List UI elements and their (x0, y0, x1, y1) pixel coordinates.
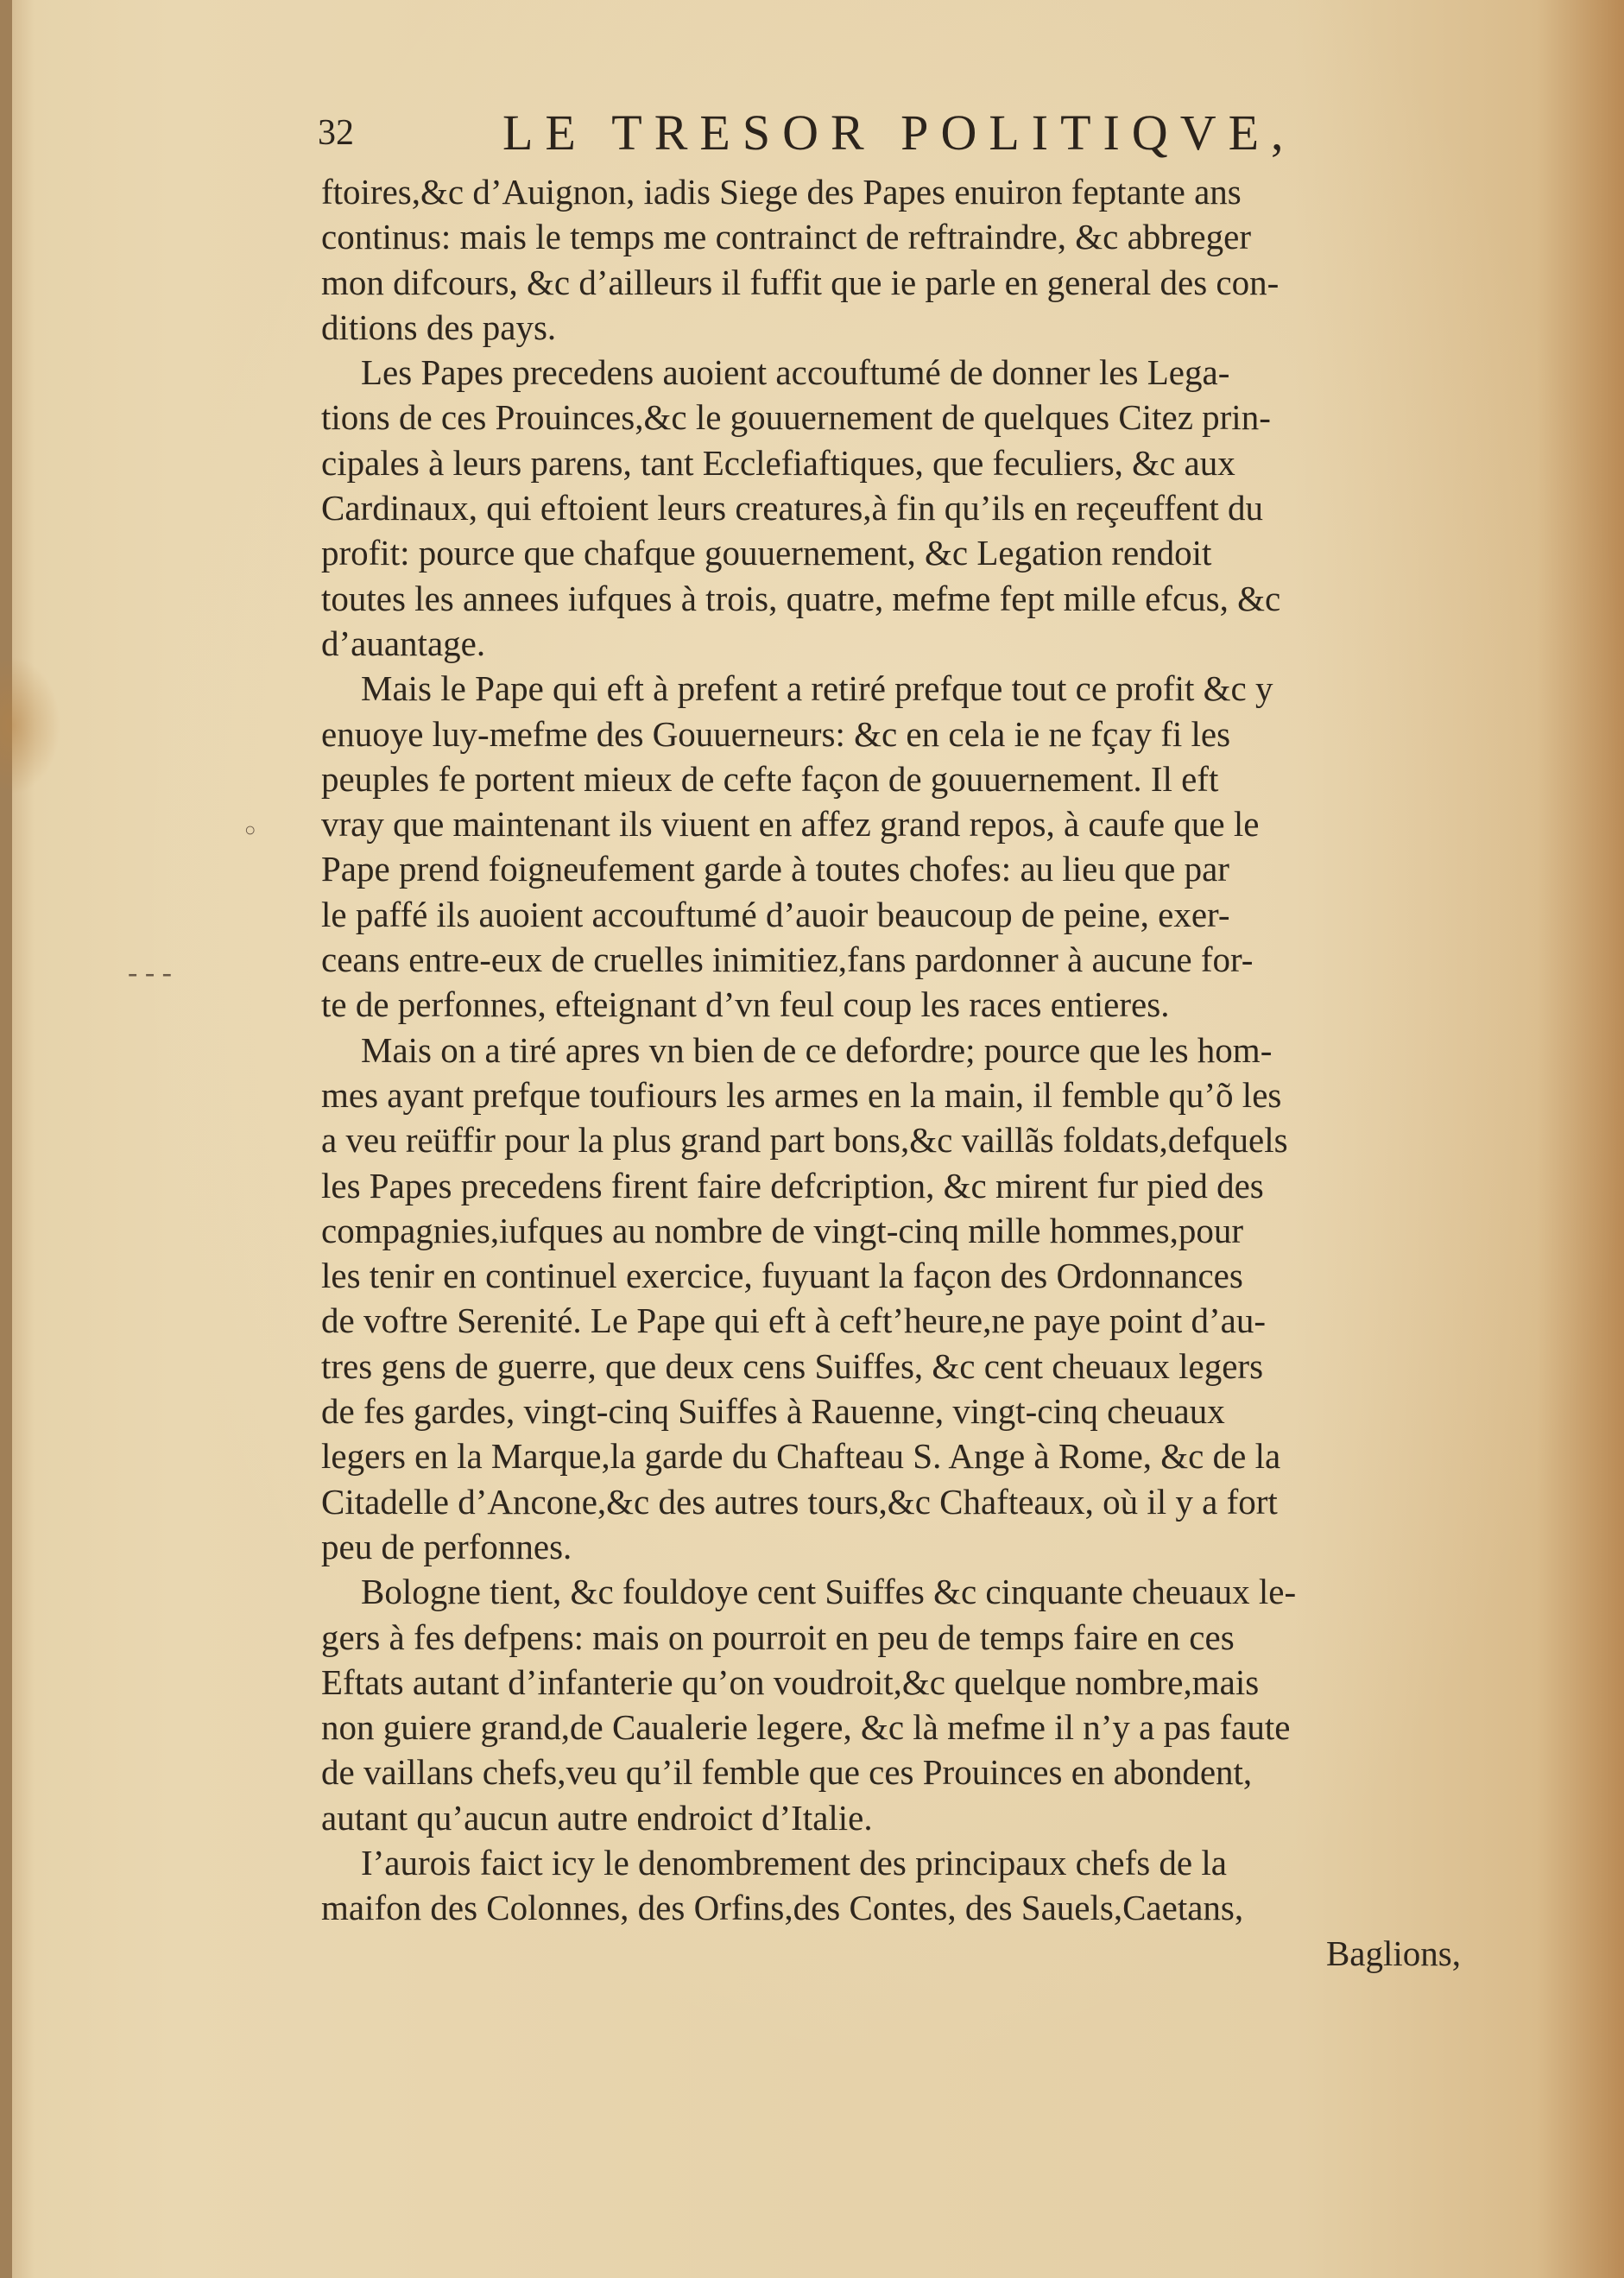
margin-circle-mark: ○ (244, 819, 256, 840)
page-header (311, 104, 1468, 173)
text-line: Citadelle d’Ancone,&c des autres tours,&c Chafteaux, où il y a fort (321, 1481, 1278, 1522)
text-line: enuoye luy-mefme des Gouuerneurs: &c en cela ie ne fçay fi les (321, 713, 1231, 754)
text-line: ceans entre-eux de cruelles inimitiez,fans pardonner à aucune for- (321, 940, 1254, 980)
text-line: tions de ces Prouinces,&c le gouuernement de quelques Citez prin- (321, 397, 1271, 438)
paragraph-first-line: Bologne tient, &c fouldoye cent Suiffes &c cinquante cheuaux le- (361, 1572, 1297, 1612)
paragraph-first-line: I’aurois faict icy le denombrement des principaux chefs de la (361, 1842, 1227, 1883)
text-line: ftoires,&c d’Auignon, iadis Siege des Papes enuiron feptante ans (321, 172, 1242, 212)
text-line: continus: mais le temps me contrainct de reftraindre, &c abbreger (321, 217, 1251, 257)
text-line: les Papes precedens firent faire defcription, &c mirent fur pied des (321, 1165, 1264, 1205)
text-line: le paffé ils auoient accouftumé d’auoir beaucoup de peine, exer- (321, 894, 1230, 934)
text-line: toutes les annees iufques à trois, quatre, mefme fept mille efcus, &c (321, 578, 1281, 618)
text-line: Eftats autant d’infanterie qu’on voudroit,&c quelque nombre,mais (321, 1661, 1260, 1702)
text-line: a veu reüffir pour la plus grand part bons,&c vaillãs foldats,defquels (321, 1120, 1288, 1161)
text-line: tres gens de guerre, que deux cens Suiffes, &c cent cheuaux legers (321, 1345, 1264, 1386)
text-line: Pape prend foigneufement garde à toutes chofes: au lieu que par (321, 849, 1229, 889)
text-line: vray que maintenant ils viuent en affez grand repos, à caufe que le (321, 804, 1260, 845)
text-line: non guiere grand,de Caualerie legere, &c là mefme il n’y a pas faute (321, 1707, 1291, 1748)
text-line: de voftre Serenité. Le Pape qui eft à ceft’heure,ne paye point d’au- (321, 1300, 1266, 1341)
catchword: Baglions, (1325, 1933, 1461, 1973)
text-line: d’auantage. (321, 623, 486, 663)
paragraph-first-line: Mais le Pape qui eft à prefent a retiré prefque tout ce profit &c y (361, 668, 1273, 709)
text-line: ditions des pays. (321, 307, 557, 347)
text-line: mon difcours, &c d’ailleurs il fuffit que ie parle en general des con- (321, 262, 1280, 302)
paper-stain (0, 656, 60, 794)
text-line: legers en la Marque,la garde du Chafteau S. Ange à Rome, &c de la (321, 1436, 1281, 1477)
text-line: compagnies,iufques au nombre de vingt-cinq mille hommes,pour (321, 1210, 1244, 1250)
text-line: profit: pource que chafque gouuernement, &c Legation rendoit (321, 533, 1212, 573)
body-text (321, 169, 1469, 1976)
running-title: LE TRESOR POLITIQVE, (502, 104, 1296, 161)
text-line: mes ayant prefque toufiours les armes en la main, il femble qu’õ les (321, 1074, 1282, 1115)
page-number: 32 (318, 113, 354, 153)
text-line: peuples fe portent mieux de cefte façon de gouuernement. Il eft (321, 758, 1219, 799)
text-line: les tenir en continuel exercice, fuyuant la façon des Ordonnances (321, 1256, 1243, 1296)
page-left-edge (0, 0, 12, 2278)
paragraph-first-line: Mais on a tiré apres vn bien de ce defordre; pource que les hom- (361, 1029, 1273, 1070)
text-line: Cardinaux, qui eftoient leurs creatures,à fin qu’ils en reçeuffent du (321, 488, 1264, 528)
text-line: autant qu’aucun autre endroict d’Italie. (321, 1797, 873, 1838)
text-line: gers à fes defpens: mais on pourroit en peu de temps faire en ces (321, 1617, 1235, 1657)
text-line: de fes gardes, vingt-cinq Suiffes à Rauenne, vingt-cinq cheuaux (321, 1391, 1225, 1432)
text-line: cipales à leurs parens, tant Ecclefiaftiques, que feculiers, &c aux (321, 442, 1235, 483)
text-line: de vaillans chefs,veu qu’il femble que ces Prouinces en abondent, (321, 1752, 1253, 1793)
text-line: te de perfonnes, efteignant d’vn feul coup les races entieres. (321, 984, 1170, 1025)
text-line: peu de perfonnes. (321, 1526, 572, 1566)
text-line: maifon des Colonnes, des Orfins,des Contes, des Sauels,Caetans, (321, 1888, 1244, 1928)
paragraph-first-line: Les Papes precedens auoient accouftumé de donner les Lega- (361, 352, 1230, 393)
margin-dash-mark: - - - (128, 957, 172, 989)
